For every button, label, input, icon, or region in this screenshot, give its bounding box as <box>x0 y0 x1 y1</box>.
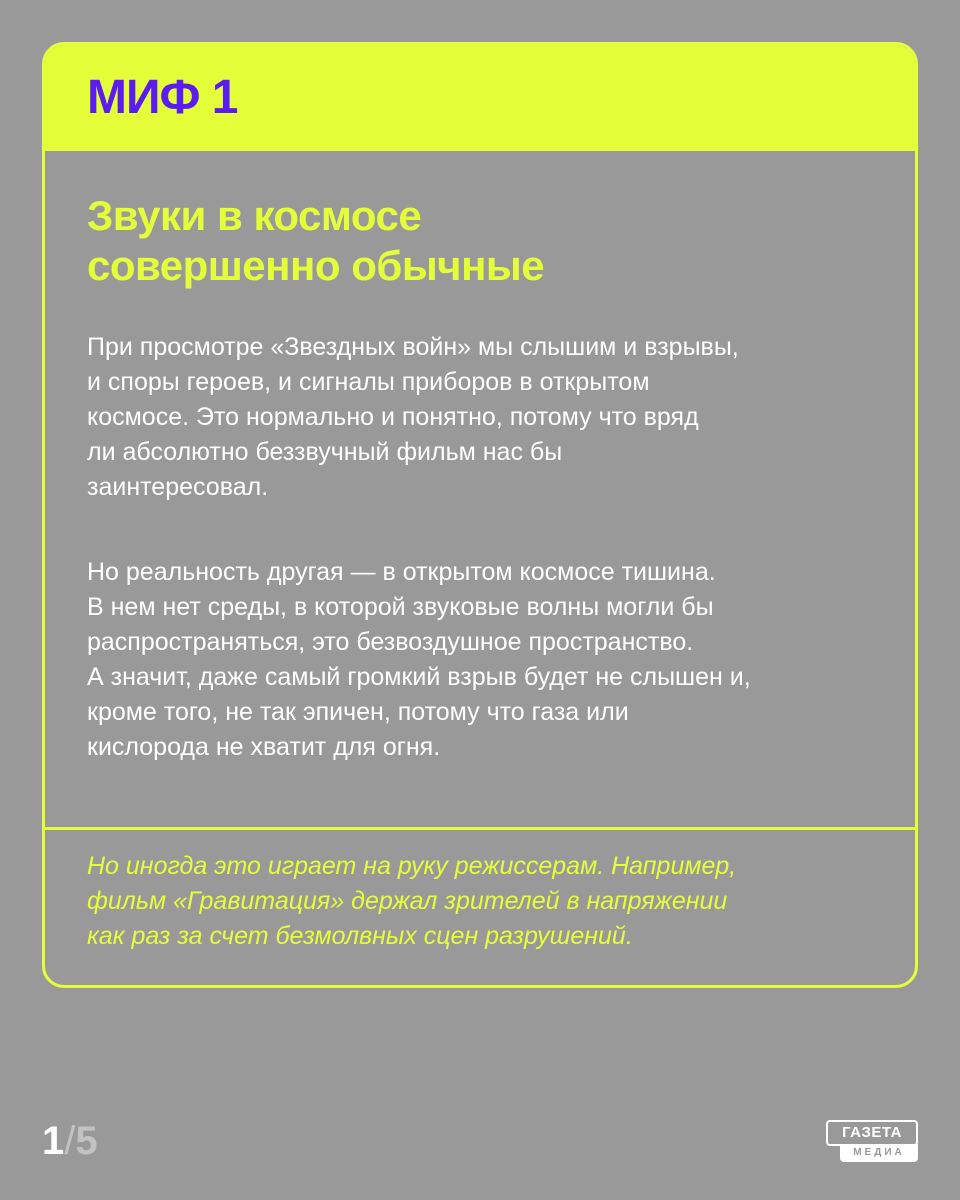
page-total: 5 <box>75 1119 98 1163</box>
paragraph-line: ли абсолютно беззвучный фильм нас бы <box>87 438 563 466</box>
brand-logo-name: ГАЗЕТА <box>826 1120 918 1146</box>
card-header <box>45 45 915 151</box>
card-divider <box>45 827 915 830</box>
paragraph-line: Но реальность другая — в открытом космосе тишина. <box>87 558 716 586</box>
paragraph-line: А значит, даже самый громкий взрыв будет не слышен и, <box>87 663 751 691</box>
headline <box>87 191 847 291</box>
footnote-line: Но иногда это играет на руку режиссерам. Например, <box>87 852 737 880</box>
paragraph-line: При просмотре «Звездных войн» мы слышим и взрывы, <box>87 333 739 361</box>
page-current: 1 <box>42 1119 65 1163</box>
headline-line: совершенно обычные <box>87 242 545 289</box>
footnote-line: фильм «Гравитация» держал зрителей в напряжении <box>87 887 728 915</box>
body-paragraph-2 <box>87 555 867 765</box>
page-separator: / <box>64 1119 76 1163</box>
paragraph-line: кислорода не хватит для огня. <box>87 733 441 761</box>
brand-logo-sub: МЕДИА <box>840 1144 918 1162</box>
paragraph-line: заинтересовал. <box>87 473 269 501</box>
paragraph-line: и споры героев, и сигналы приборов в открытом <box>87 368 650 396</box>
myth-card <box>42 42 918 988</box>
footnote-line: как раз за счет безмолвных сцен разрушений. <box>87 922 633 950</box>
paragraph-line: В нем нет среды, в которой звуковые волны могли бы <box>87 593 714 621</box>
paragraph-line: кроме того, не так эпичен, потому что газа или <box>87 698 629 726</box>
brand-logo <box>826 1120 918 1164</box>
myth-label: МИФ 1 <box>87 71 238 124</box>
paragraph-line: распространяться, это безвоздушное пространство. <box>87 628 694 656</box>
footnote <box>87 849 877 954</box>
paragraph-line: космосе. Это нормально и понятно, потому что вряд <box>87 403 699 431</box>
body-paragraph-1 <box>87 330 867 505</box>
card-body <box>45 151 915 827</box>
page-indicator <box>42 1118 98 1164</box>
headline-line: Звуки в космосе <box>87 192 422 239</box>
